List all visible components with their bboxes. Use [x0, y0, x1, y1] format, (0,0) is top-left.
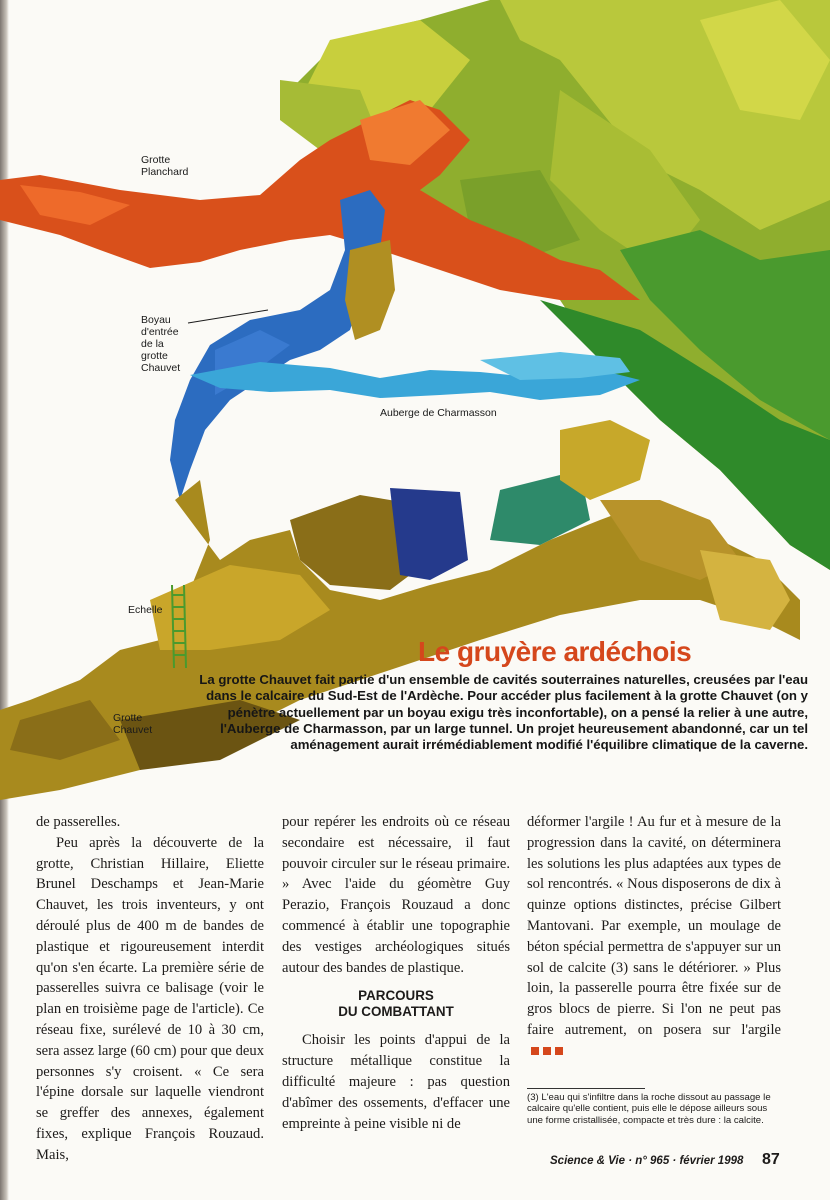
running-footer: Science & Vie · n° 965 · février 1998: [550, 1155, 744, 1167]
footnote-rule: [527, 1088, 645, 1089]
paragraph-text: déformer l'argile ! Au fur et à mesure de la progression dans la cavité, on déterminera les solutions les plus adaptées aux types de sol rencontrés. « Nous disposerons de dix à quinze options distinctes, précise Gilbert Mantovani. Par exemple, un moulage de béton spécial permettra de s'appuyer sur un sol de calcite (3) sans le détériorer. » Plus loin, la passerelle pourra être fixée sur de gros blocs de pierre. Si l'on ne peut pas faire autrement, on posera sur l'argile: [527, 814, 781, 1038]
text-column-2: [282, 812, 510, 1134]
label-boyau-entree: Boyau d'entrée de la grotte Chauvet: [141, 314, 181, 374]
article-title: Le gruyère ardéchois: [418, 636, 692, 667]
label-grotte-planchard: Grotte Planchard: [141, 154, 189, 178]
label-auberge-de-charmasson: Auberge de Charmasson: [380, 407, 497, 419]
section-subheading: PARCOURS DU COMBATTANT: [338, 988, 454, 1020]
text-column-3: [527, 812, 781, 1062]
footnote: (3) L'eau qui s'infiltre dans la roche dissout au passage le calcaire qu'elle contient, puis elle le dépose ailleurs sous une forme cristallisée, compacte et très dure : la calcite.: [527, 1092, 771, 1126]
paragraph: pour repérer les endroits où ce réseau secondaire est nécessaire, il faut pouvoir circuler sur le réseau primaire. » Avec l'aide du géomètre Guy Perazio, François Rouzaud a donc commencé à établir une topographie des vestiges archéologiques situés autour des bandes de plastique.: [282, 814, 510, 976]
paragraph: Choisir les points d'appui de la structure métallique constitue la difficulté majeure : pas question d'abîmer des ossements, d'effacer une empreinte à peine visible ni de: [282, 1032, 510, 1132]
page-number: 87: [762, 1151, 780, 1168]
text-column-1: [36, 812, 264, 1166]
paragraph: Peu après la découverte de la grotte, Christian Hillaire, Eliette Brunel Deschamps et Jean-Marie Chauvet, les trois inventeurs, y ont déroulé plus de 400 m de bandes de plastique et rigoureusement interdit qu'on s'en écarte. La première série de passerelles suivra ce balisage (voir le plan en troisième page de l'article). Ce réseau fixe, surélevé de 10 à 30 cm, sera assez large (60 cm) pour que deux personnes s'y croisent. « Ce sera l'épine dorsale sur laquelle viendront se greffer des annexes, également fixes, explique François Rouzaud. Mais,: [36, 834, 264, 1163]
continuation-marker-icon: [531, 1041, 567, 1062]
label-echelle: Echelle: [128, 604, 163, 616]
paragraph: [527, 812, 781, 1062]
paragraph: de passerelles.: [36, 814, 121, 830]
article-intro: La grotte Chauvet fait partie d'un ensemble de cavités souterraines naturelles, creusées par l'eau dans le calcaire du Sud-Est de l'Ardèche. Pour accéder plus facilement à la grotte Chauvet (on y pénètre actuellement par un boyau exigu très inconfortable), on a pensé la relier à une autre, l'Auberge de Charmasson, par un large tunnel. Un projet heureusement abandonné, car un tel aménagement aurait irrémédiablement modifié l'équilibre climatique de la caverne.: [199, 672, 808, 753]
label-grotte-chauvet: Grotte Chauvet: [113, 712, 153, 736]
